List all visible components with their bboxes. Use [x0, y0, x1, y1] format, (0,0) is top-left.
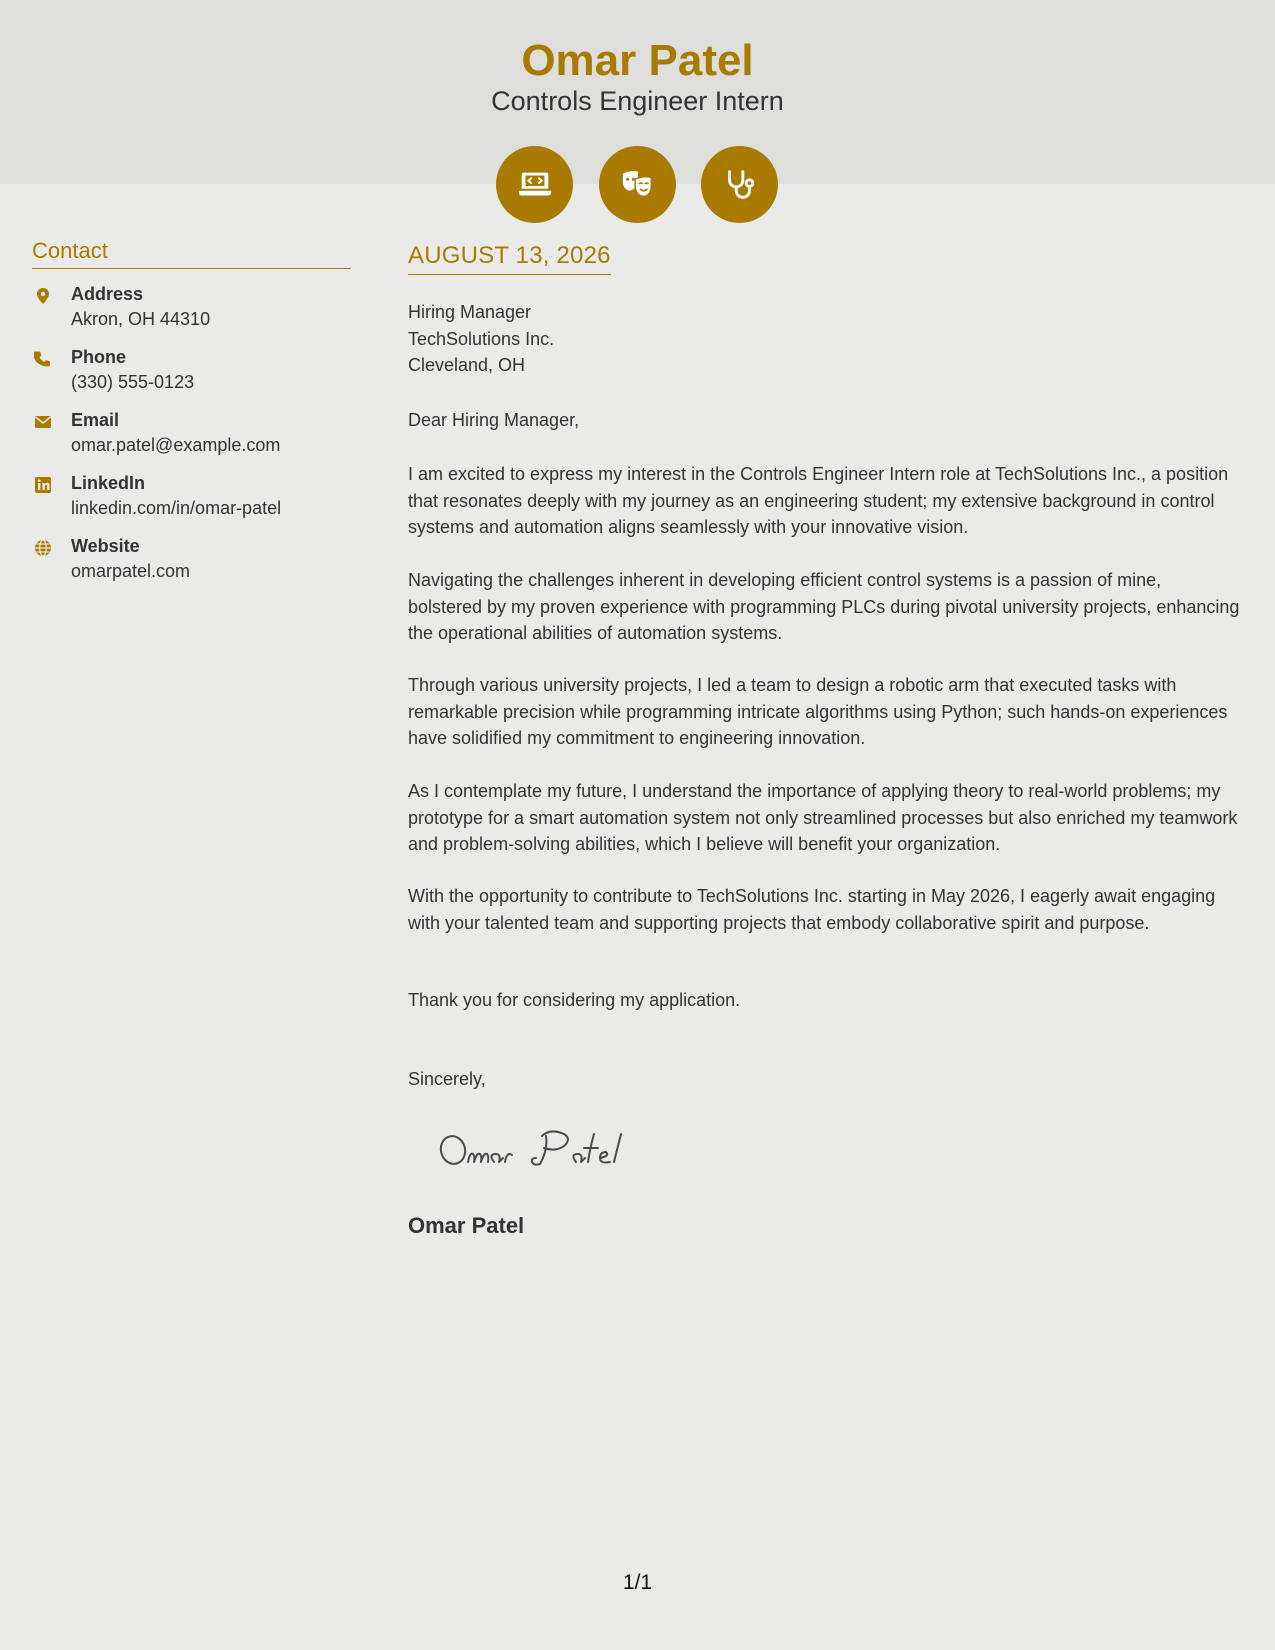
handwritten-signature: [436, 1124, 646, 1174]
theater-masks-icon: [599, 146, 676, 223]
contact-label: Phone: [71, 347, 127, 367]
contact-value: Akron, OH 44310: [71, 309, 211, 329]
body-paragraph: Through various university projects, I led a team to design a robotic arm that executed tasks with remarkable precision while programming intricate algorithms using Python; such hands-on experiences have solidified my commitment to engineering innovation.: [408, 675, 1228, 748]
body-paragraph: As I contemplate my future, I understand the importance of applying theory to real-world problems; my prototype for a smart automation system not only streamlined processes but also enriched my teamwork and problem-solving abilities, which I believe will benefit your organization.: [408, 781, 1238, 854]
body-paragraph: With the opportunity to contribute to TechSolutions Inc. starting in May 2026, I eagerly await engaging with your talented team and supporting projects that embody collaborative spirit and purpose.: [408, 886, 1216, 933]
recipient-line: Hiring Manager: [408, 302, 532, 322]
recipient-line: Cleveland, OH: [408, 355, 526, 375]
signer-name: Omar Patel: [408, 1213, 525, 1238]
contact-label: LinkedIn: [71, 473, 146, 493]
body-paragraph: I am excited to express my interest in the Controls Engineer Intern role at TechSolutions Inc., a position that resonates deeply with my journey as an engineering student; my extensive background in control systems and automation aligns seamlessly with your innovative vision.: [408, 464, 1229, 537]
contact-heading: Contact: [32, 238, 351, 269]
envelope-icon: [34, 413, 52, 431]
page-number: 1/1: [622, 1571, 653, 1594]
contact-label: Email: [71, 410, 120, 430]
job-title: Controls Engineer Intern: [491, 86, 784, 116]
thanks-line: Thank you for considering my application.: [408, 990, 741, 1010]
body-paragraph: Navigating the challenges inherent in developing efficient control systems is a passion of mine, bolstered by my proven experience with programming PLCs during pivotal university projects, enhancing the operational abilities of automation systems.: [408, 570, 1240, 643]
salutation: Dear Hiring Manager,: [408, 410, 580, 430]
contact-value[interactable]: omarpatel.com: [71, 561, 191, 581]
contact-label: Address: [71, 284, 144, 304]
contact-value[interactable]: omar.patel@example.com: [71, 435, 281, 455]
contact-value[interactable]: linkedin.com/in/omar-patel: [71, 498, 282, 518]
closing-line: Sincerely,: [408, 1069, 486, 1089]
laptop-code-icon: [496, 146, 573, 223]
map-pin-icon: [34, 287, 52, 305]
phone-icon: [34, 350, 52, 368]
letter-date: AUGUST 13, 2026: [408, 242, 611, 275]
contact-label: Website: [71, 536, 140, 556]
candidate-name: Omar Patel: [521, 36, 754, 85]
contact-value: (330) 555-0123: [71, 372, 195, 392]
recipient-line: TechSolutions Inc.: [408, 329, 555, 349]
linkedin-icon: [34, 476, 52, 494]
globe-icon: [34, 539, 52, 557]
stethoscope-icon: [701, 146, 778, 223]
